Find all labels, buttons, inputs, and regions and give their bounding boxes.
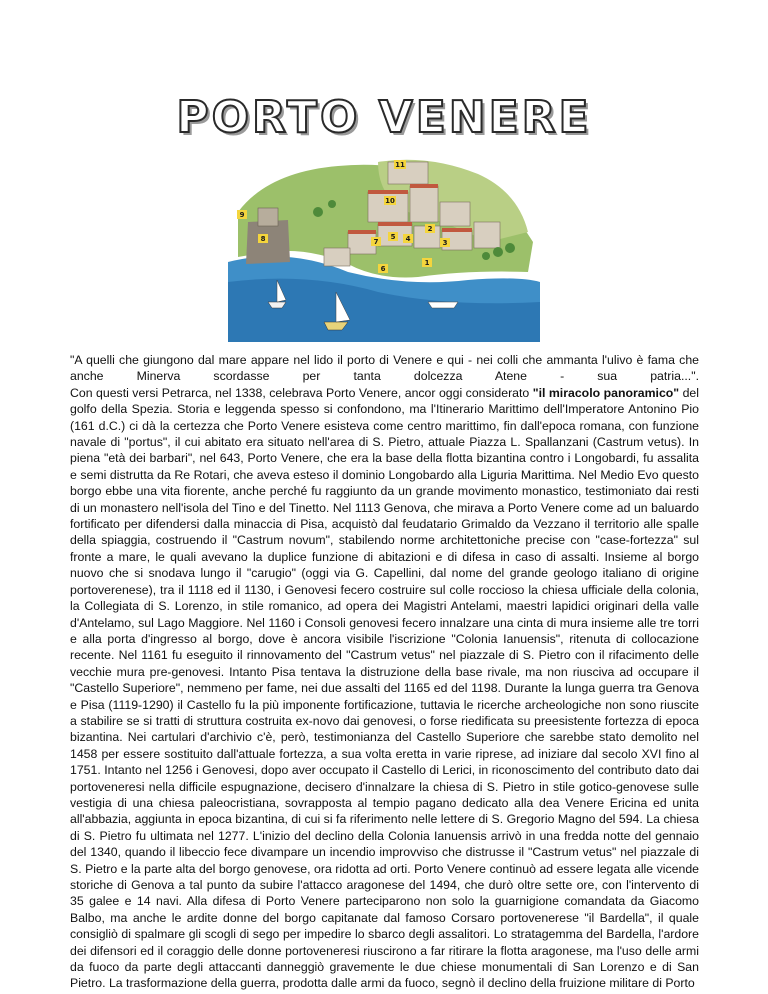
page-title: PORTO VENERE	[176, 92, 592, 143]
marker-3: 3	[442, 239, 448, 247]
history-paragraph	[70, 385, 699, 992]
marker-7: 7	[373, 238, 379, 246]
marker-9: 9	[239, 211, 245, 219]
article-body	[70, 352, 699, 992]
marker-1: 1	[424, 259, 430, 267]
map-illustration	[228, 152, 540, 342]
marker-6: 6	[380, 265, 386, 273]
petrarca-quote: "A quelli che giungono dal mare appare nel lido il porto di Venere e qui - nei colli che ammanta l'ulivo è fama che anche Minerva scordasse per tanta dolcezza Atene - sua patria...".	[70, 353, 699, 384]
history-text-b: del golfo della Spezia. Storia e leggenda spesso si confondono, ma l'Itinerario Marittimo dell'Imperatore Antonino Pio (161 d.C.) ci dà la certezza che Porto Venere esisteva come centro marittimo, fin dall'epoca romana, con funzione navale di "portus", il cui abitato era situato nell'area di S. Pietro, attuale Piazza L. Spallanzani (Castrum vetus). In piena "età dei barbari", nel 643, Porto Venere, che era la base della flotta bizantina contro i Longobardi, fu assalita e semi distrutta da Re Rotari, che aveva esteso il dominio Longobardo alla Liguria Marittima. Nel Medio Evo questo borgo ebbe una vita fiorente, anche perché fu raggiunto da un grande movimento monastico, testimoniato dai resti di un monastero nell'isola del Tino e del Tinetto. Nel 1113 Genova, che mirava a Porto Venere come ad un baluardo fortificato per difendersi dalla minaccia di Pisa, acquistò dal feudatario Grimaldo da Vezzano il territorio alle spalle della spiaggia, costruendo il "Castrum novum", stabilendo norme architettoniche precise con "case-fortezza" sul fronte a mare, le quali avevano la duplice funzione di abitazioni e di difesa in caso di assalti. Insieme al borgo nuovo che si snodava lungo il "carugio" (oggi via G. Capellini, dal nome del grande geologo italiano di origine portoverenese), tra il 1118 ed il 1130, i Genovesi fecero costruire sul colle roccioso la chiesa ufficiale della colonia, la Collegiata di S. Lorenzo, in stile romanico, ad opera dei Magistri Antelami, maestri lapidici originari della valle d'Antelamo, sul Lago Maggiore. Nel 1160 i Consoli genovesi fecero innalzare una cinta di mura insieme alle tre torri e alla porta d'ingresso al borgo, dove è ancora visibile l'iscrizione "Colonia Ianuensis", ritenuta di collocazione recente. Nel 1161 fu eseguito il rinnovamento del "Castrum vetus" nel piazzale di S. Pietro con il rifacimento delle vecchie mura pre-genovesi. Intanto Pisa tentava la distruzione della base rivale, ma non riusciva ad occupare il "Castello Superiore", nemmeno per fame, nei due assalti del 1165 ed del 1198. Durante la lunga guerra tra Genova e Pisa (1119-1290) il Castello fu la più imponente fortificazione, tuttavia le ricerche archeologiche non sono riuscite a stabilire se si tratti di struttura costruita ex-novo dai genovesi, o forse riedificata su preesistente fortezza di epoca bizantina. Nei cartulari d'archivio c'è, però, testimonianza del Castello Superiore che sarebbe stato demolito nel 1458 per essere sostituito dall'attuale fortezza, a sua volta eretta in varie riprese, ad iniziare dal secolo XVI fino al 1751. Intanto nel 1256 i Genovesi, dopo aver occupato il Castello di Lerici, in riconoscimento del contributo dato dai portoveneresi nella difficile espugnazione, decisero d'innalzare la chiesa di S. Pietro in stile gotico-genovese sulle vestigia di una chiesa paleocristiana, sovrapposta al tempio pagano dedicato alla dea Venere Ericina ed unita all'abbazia, aggiunta in epoca bizantina, di cui si fa riferimento nelle lettere di S. Gregorio Magno del 594. La chiesa di S. Pietro fu ultimata nel 1277. L'inizio del declino della Colonia Ianuensis arrivò in una fredda notte del gennaio del 1340, quando il libeccio fece divampare un incendio improvviso che distrusse il "Castrum vetus" nel piazzale di S. Pietro e la parte alta del borgo genovese, ora ridotta ad orti. Porto Venere continuò ad essere legata alle vicende storiche di Genova a tal punto da subire l'attacco aragonese del 1494, che durò oltre sette ore, con l'intervento di 35 galee e 14 navi. Alla difesa di Porto Venere parteciparono non solo la guarnigione comandata da Giacomo Balbo, ma anche le ardite donne del borgo capitanate dal famoso Corsaro portovenerese "il Bardella", il quale consigliò di spalmare gli scogli di sego per impedire lo sbarco degli assalitori. Lo stratagemma del Bardella, l'ardore dei difensori ed il coraggio delle donne portoveneresi riuscirono a far ritirare la flotta aragonese, ma l'uso delle armi da fuoco da parte degli attaccanti danneggiò gravemente le due chiese monumentali di San Lorenzo e di San Pietro. La trasformazione della guerra, prodotta dalle armi da fuoco, segnò il declino della fruizione militare di Porto	[70, 385, 700, 991]
marker-2: 2	[427, 225, 433, 233]
marker-10: 10	[385, 197, 395, 205]
illustrated-map	[228, 152, 540, 342]
history-text-a: Con questi versi Petrarca, nel 1338, celebrava Porto Venere, ancor oggi considerato	[70, 385, 533, 400]
marker-5: 5	[390, 233, 396, 241]
marker-11: 11	[395, 161, 405, 169]
marker-4: 4	[405, 235, 411, 243]
title-container	[0, 92, 768, 143]
highlight-phrase: "il miracolo panoramico"	[532, 385, 680, 400]
marker-8: 8	[260, 235, 266, 243]
